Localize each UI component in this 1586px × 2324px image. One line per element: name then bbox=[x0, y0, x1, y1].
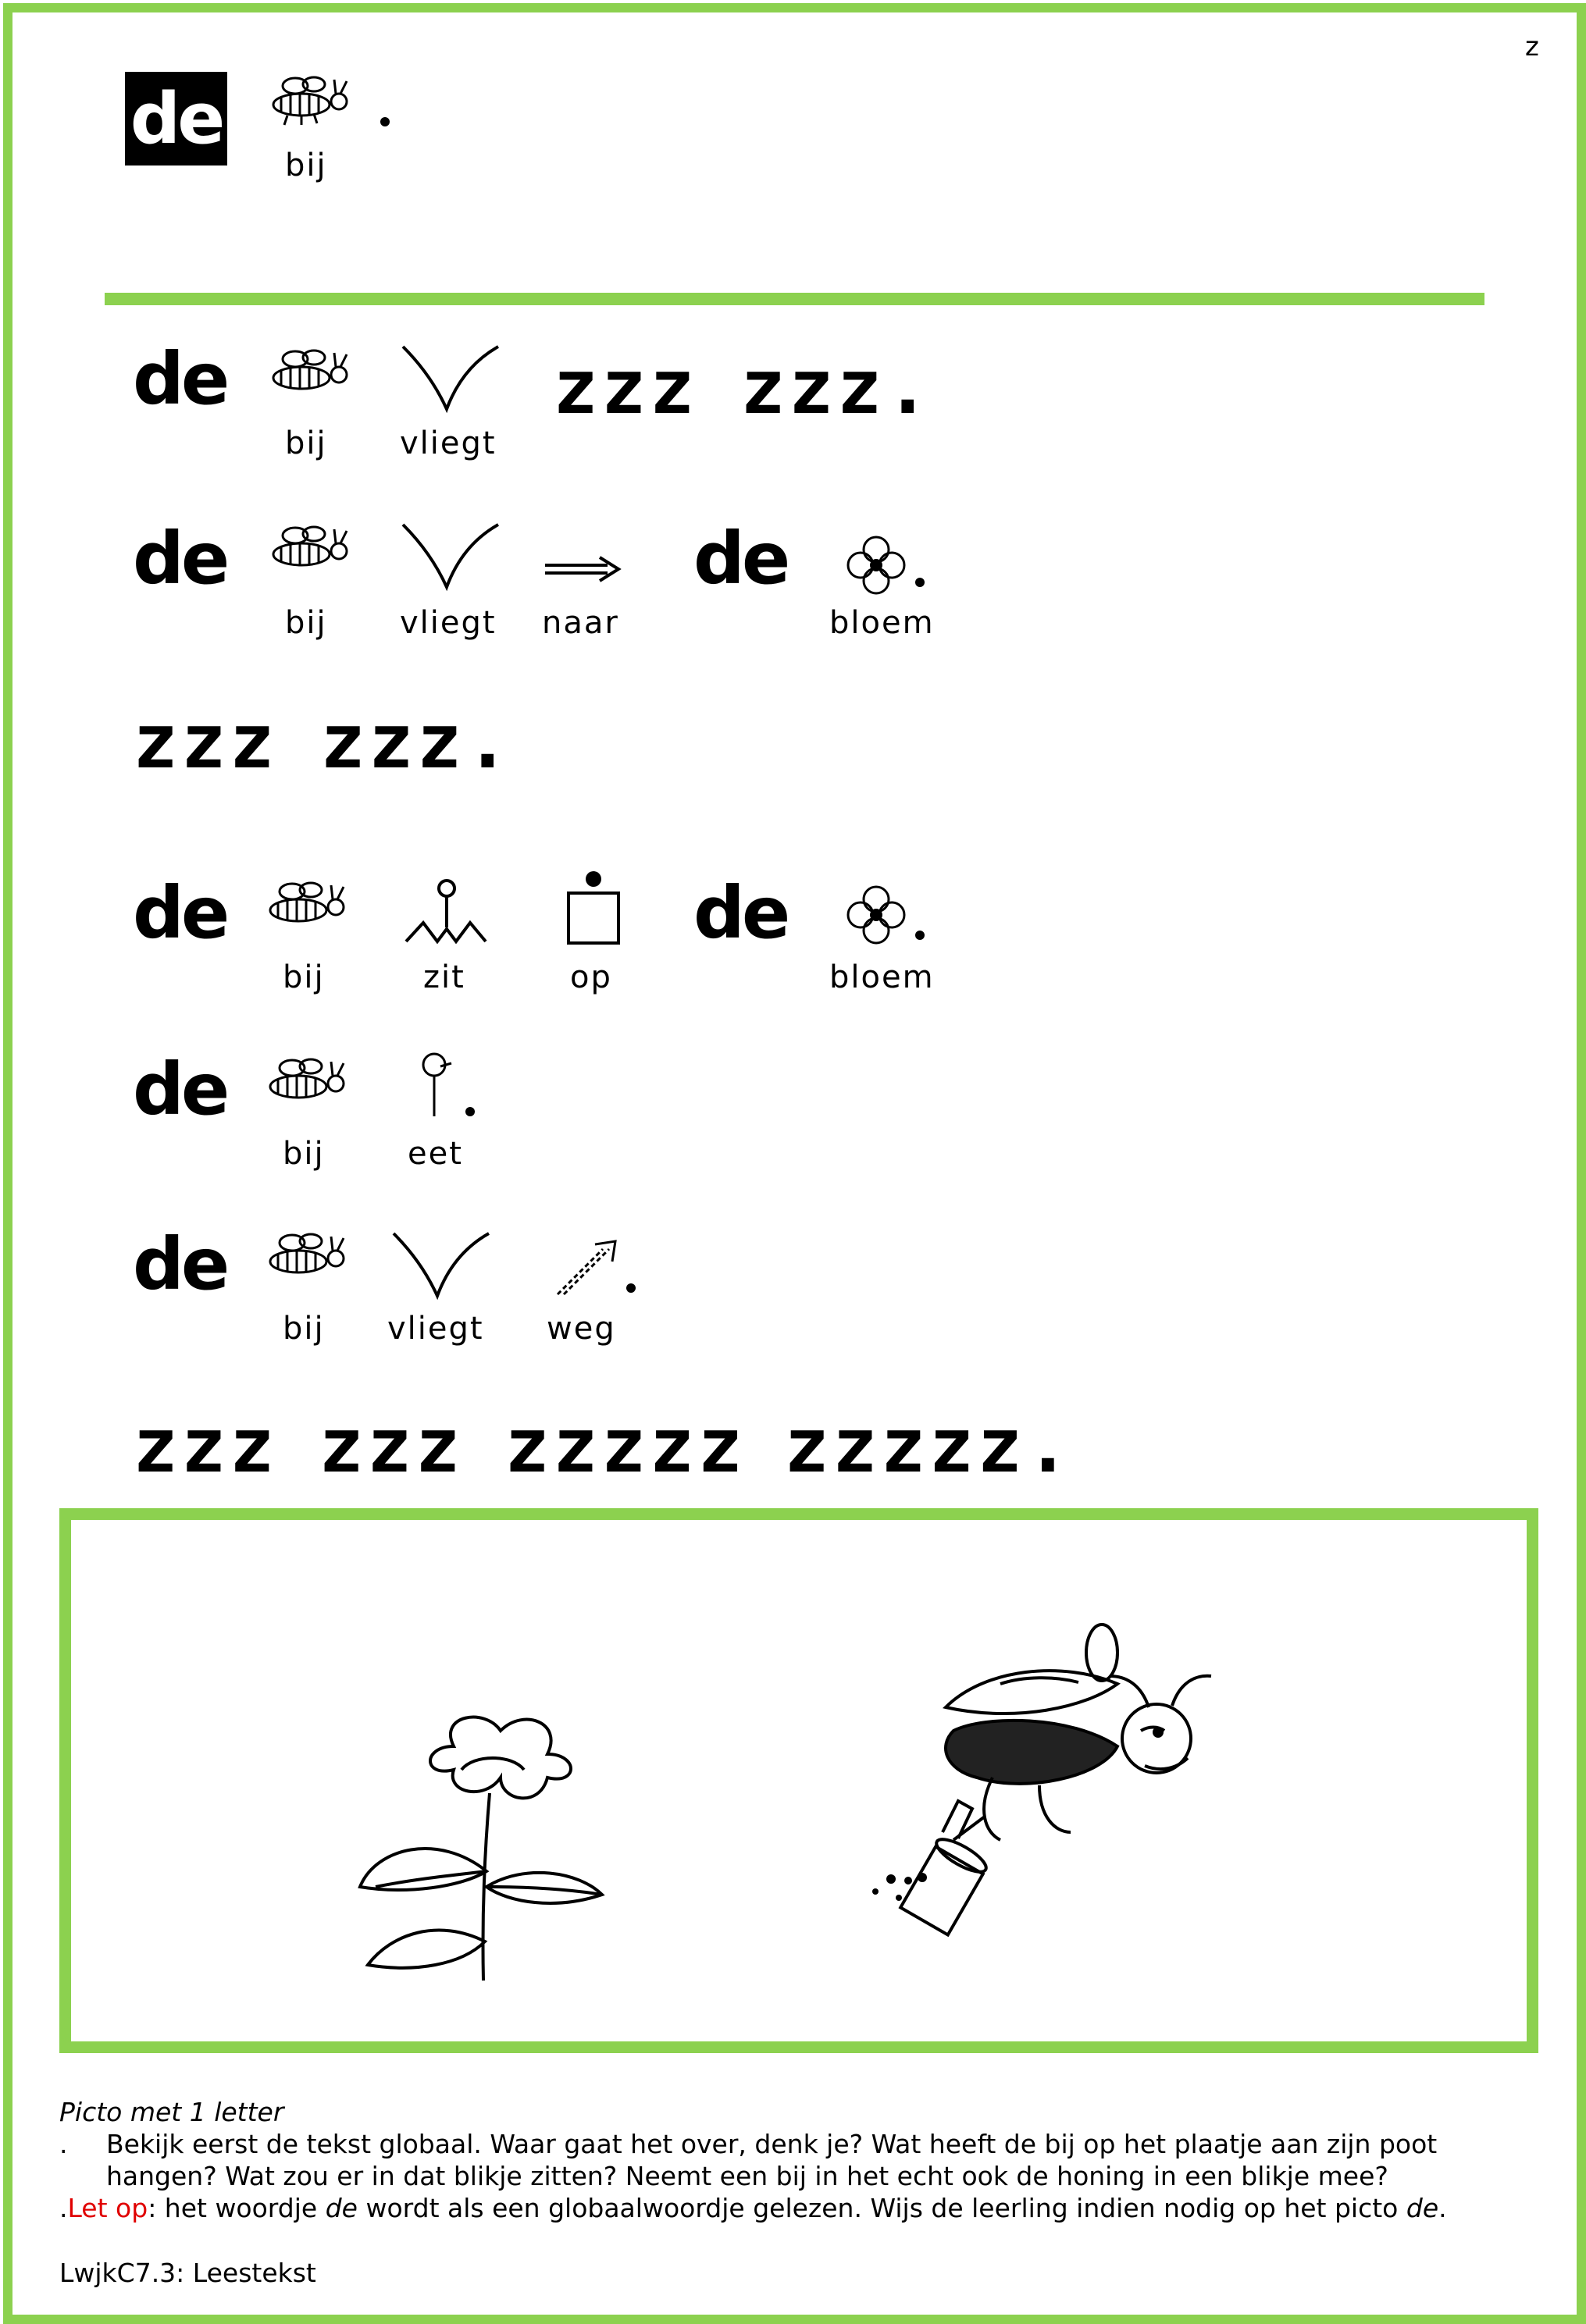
notes-paragraph-2 bbox=[59, 2192, 1543, 2224]
bee-picto-icon bbox=[264, 520, 356, 582]
notes-text-2a: : het woordje bbox=[148, 2193, 326, 2223]
label-bij: bij bbox=[285, 605, 327, 641]
word-de: de bbox=[133, 1048, 227, 1131]
label-vliegt: vliegt bbox=[400, 605, 497, 641]
label-bij: bij bbox=[283, 1136, 325, 1172]
flower-illustration bbox=[305, 1692, 618, 1988]
label-naar: naar bbox=[542, 605, 619, 641]
zzz-text: zzz bbox=[133, 1402, 278, 1489]
flower-picto-icon bbox=[846, 536, 906, 595]
period bbox=[915, 931, 925, 940]
bee-picto-icon bbox=[264, 343, 356, 406]
notes-paragraph-1 bbox=[59, 2128, 1543, 2192]
word-de: de bbox=[133, 1223, 227, 1306]
period bbox=[465, 1107, 475, 1116]
arrow-right-icon bbox=[542, 553, 623, 584]
bee-with-can-illustration bbox=[868, 1621, 1352, 1949]
label-bloem: bloem bbox=[829, 959, 935, 995]
notes-em-de: de bbox=[325, 2193, 358, 2223]
word-de: de bbox=[133, 517, 227, 600]
teacher-notes bbox=[59, 2096, 1543, 2224]
header-bee-label: bij bbox=[285, 148, 327, 183]
label-eet: eet bbox=[408, 1136, 463, 1172]
label-op: op bbox=[570, 959, 612, 995]
footer-reference: LwjkC7.3: Leestekst bbox=[59, 2258, 316, 2288]
bee-picto-icon bbox=[261, 1227, 353, 1290]
zzz-text: zzz bbox=[319, 1402, 464, 1489]
label-zit: zit bbox=[423, 959, 465, 995]
flower-picto-icon bbox=[846, 885, 906, 945]
zzz-text: zzz. bbox=[320, 698, 514, 785]
bee-picto-icon bbox=[261, 1052, 353, 1115]
notes-end: . bbox=[1438, 2193, 1447, 2223]
label-bij: bij bbox=[283, 959, 325, 995]
label-bij: bij bbox=[285, 425, 327, 461]
away-arrow-icon bbox=[553, 1237, 623, 1299]
zzz-text: zzz. bbox=[740, 343, 934, 431]
title-word-box: de bbox=[125, 72, 227, 165]
period bbox=[626, 1283, 636, 1293]
notes-text-1: Bekijk eerst de tekst globaal. Waar gaat het over, denk je? Wat heeft de bij op het plaatje aan zijn poot hangen? Wat zou er in dat blikje zitten? Neemt een bij in het echt ook de honing in een blikje mee? bbox=[106, 2129, 1438, 2191]
divider bbox=[105, 293, 1484, 305]
header-period bbox=[380, 117, 390, 126]
word-de: de bbox=[133, 871, 227, 955]
notes-em-de: de bbox=[1406, 2193, 1439, 2223]
bee-picto-icon bbox=[261, 876, 353, 938]
corner-letter: z bbox=[1525, 31, 1539, 62]
word-de: de bbox=[693, 871, 788, 955]
label-vliegt: vliegt bbox=[400, 425, 497, 461]
notes-title: Picto met 1 letter bbox=[59, 2097, 284, 2127]
label-bij: bij bbox=[283, 1311, 325, 1347]
fly-picto-icon bbox=[400, 343, 501, 414]
fly-picto-icon bbox=[400, 521, 501, 592]
illustration-box bbox=[59, 1508, 1538, 2053]
zzz-text: zzzzz bbox=[504, 1402, 746, 1489]
word-de: de bbox=[693, 517, 788, 600]
zzz-text: zzz bbox=[553, 343, 698, 431]
zzz-text: zzzzz. bbox=[784, 1402, 1074, 1489]
notes-prefix: . bbox=[59, 2193, 68, 2223]
eat-picto-icon bbox=[414, 1051, 461, 1121]
let-op-label: Let op bbox=[67, 2193, 148, 2223]
bee-picto-icon bbox=[264, 70, 356, 133]
on-picto-icon bbox=[564, 870, 623, 948]
label-vliegt: vliegt bbox=[387, 1311, 484, 1347]
label-bloem: bloem bbox=[829, 605, 935, 641]
notes-text-2b: wordt als een globaalwoordje gelezen. Wijs de leerling indien nodig op het picto bbox=[357, 2193, 1406, 2223]
sit-picto-icon bbox=[403, 877, 489, 948]
period bbox=[915, 578, 925, 587]
word-de: de bbox=[133, 337, 227, 421]
zzz-text: zzz bbox=[133, 698, 278, 785]
bullet: . bbox=[59, 2129, 68, 2159]
label-weg: weg bbox=[547, 1311, 616, 1347]
fly-picto-icon bbox=[390, 1230, 492, 1301]
